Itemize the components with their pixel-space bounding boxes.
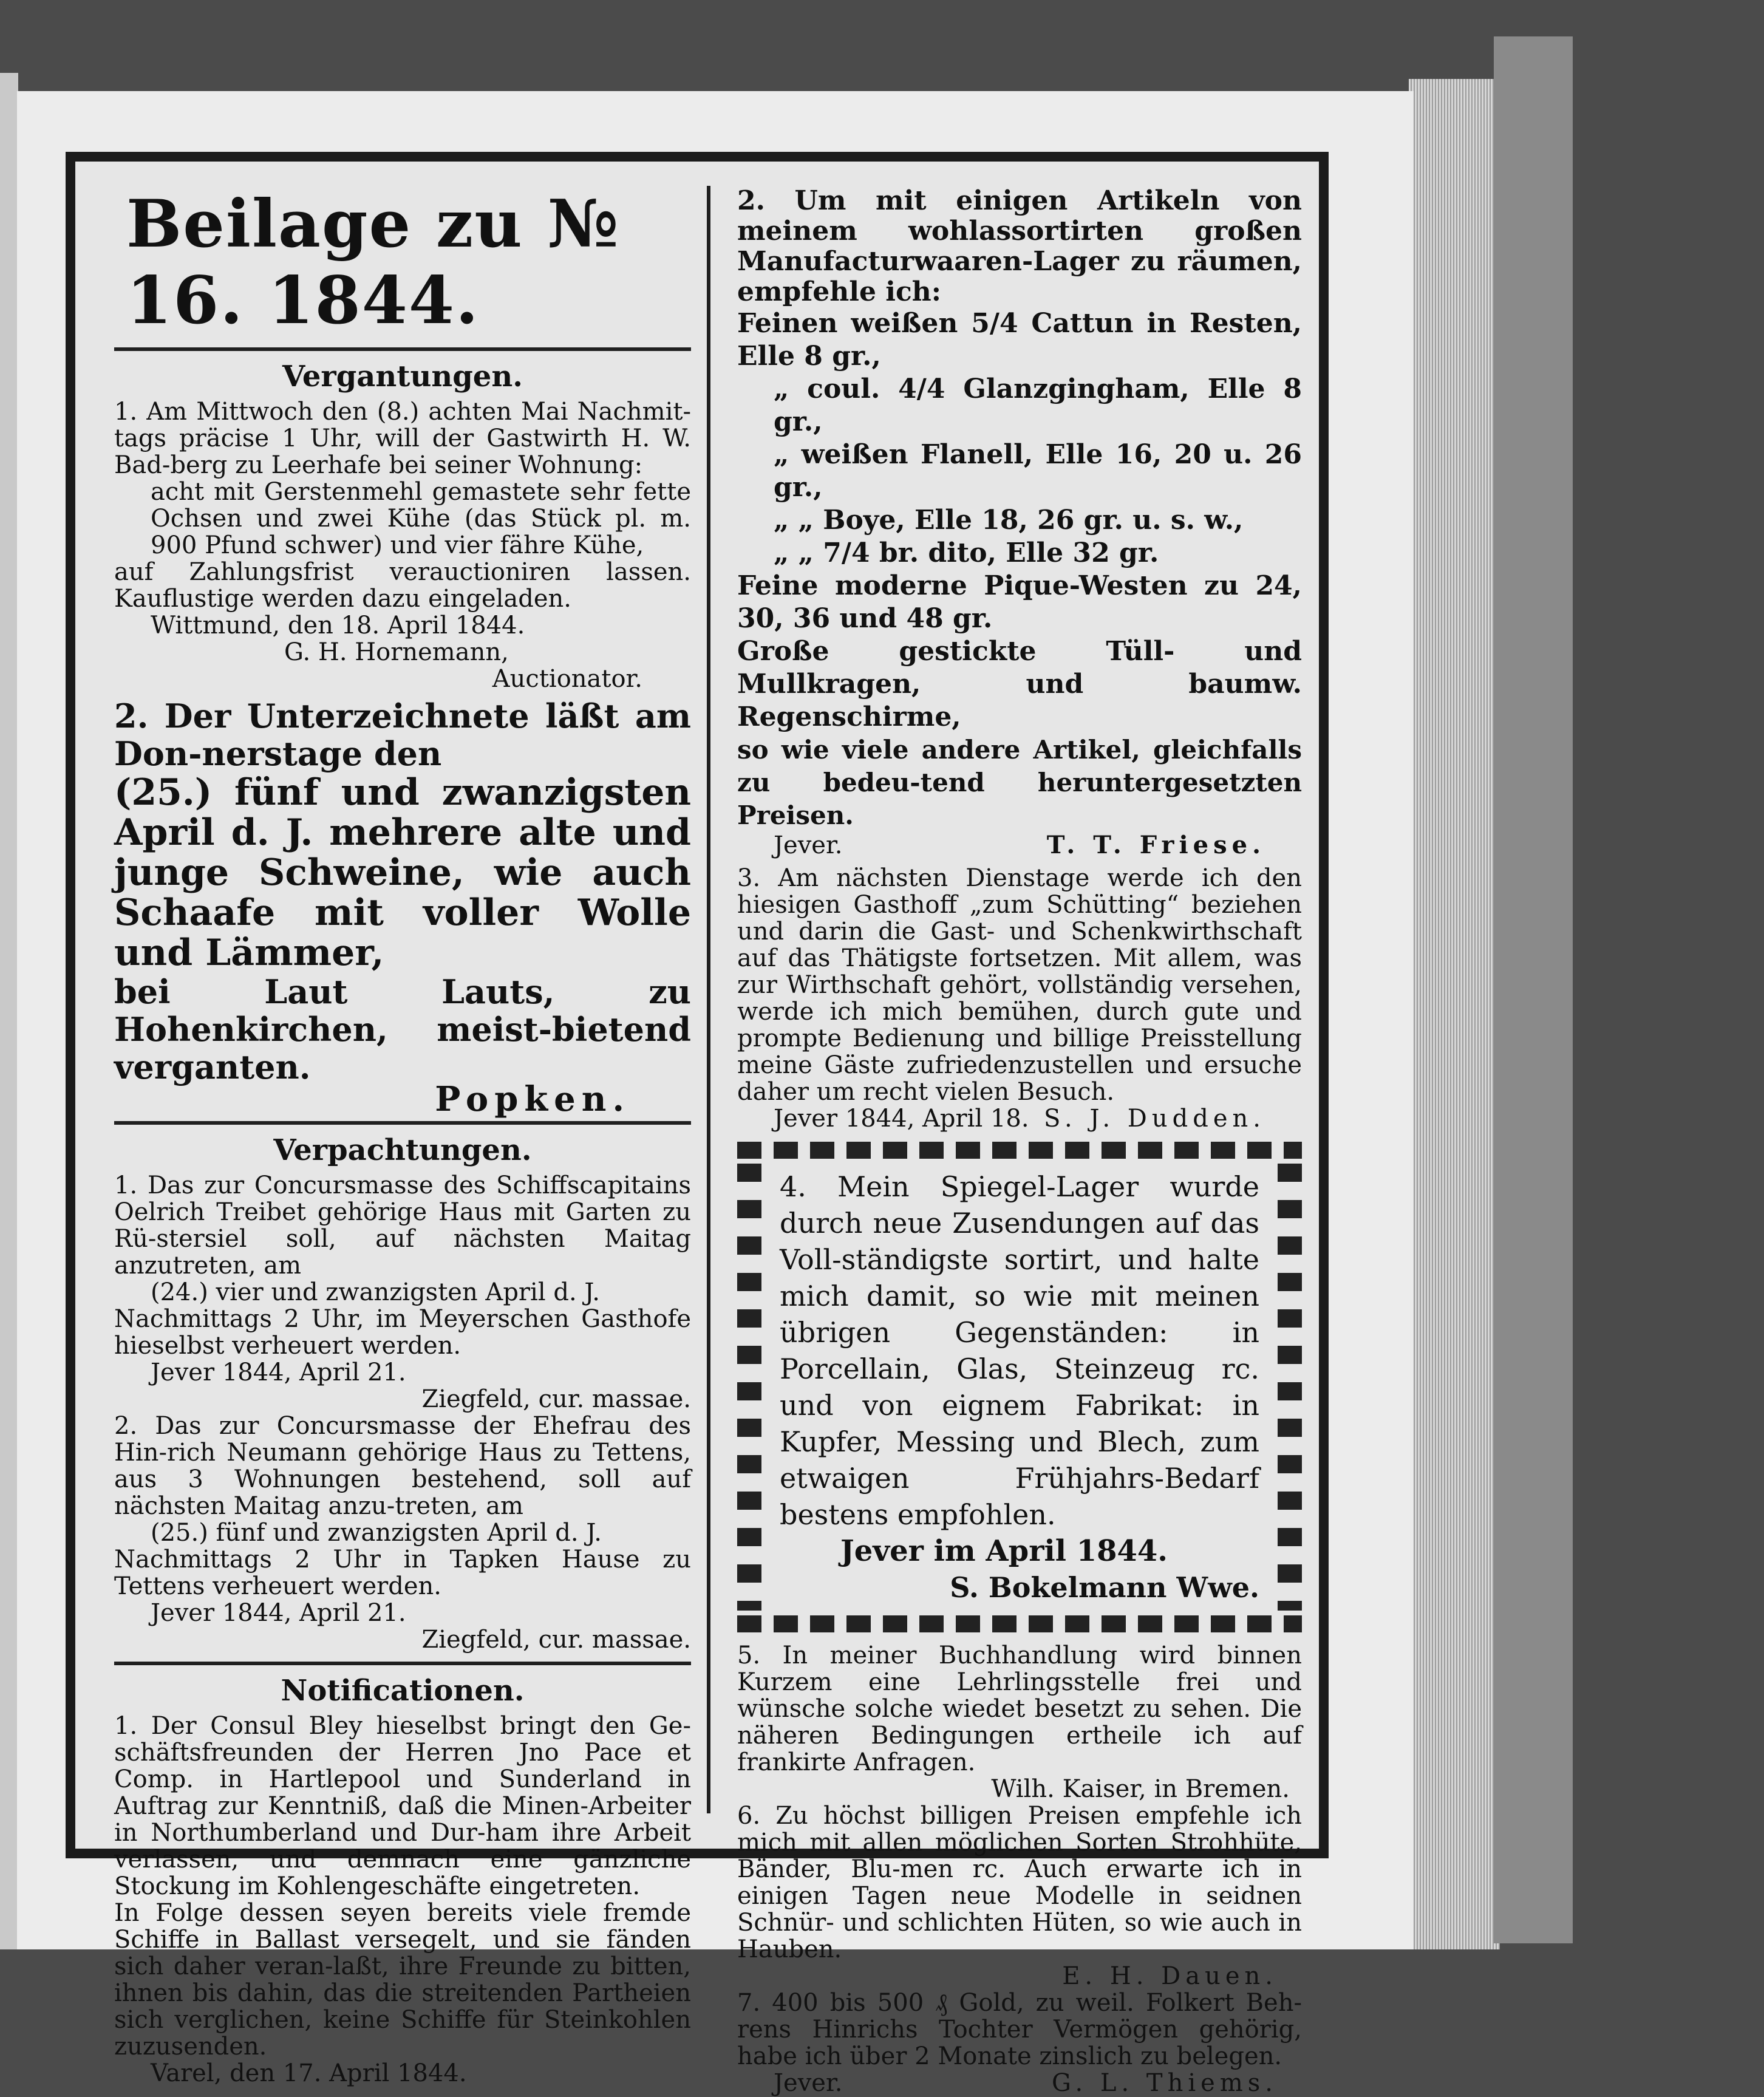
price-line: „ weißen Flanell, Elle 16, 20 u. 26 gr., [774, 439, 1302, 503]
notice-text: 1. Der Consul Bley hieselbst bringt den Ge-schäftsfreunden der Herren Jno Pace et Comp. in Hartlepool und Sunderland in Auftrag zur Kenntniß, daß die Minen-Arbeiter in Northumberland und Dur-ham ihre Arbeit verlassen, und demnach eine gänzliche Stockung im Kohlengeschäfte eingetreten. [114, 1712, 691, 1900]
notice-signature: Popken. [435, 1079, 630, 1119]
notice-signature: S. Bokelmann Wwe. [950, 1571, 1259, 1604]
price-line: Feine moderne Pique-Westen zu 24, 30, 36 und 48 gr. [737, 570, 1302, 634]
notice-signature: G. H. Hornemann, [284, 638, 509, 666]
notice-text: 1. Das zur Concursmasse des Schiffscapitains Oelrich Treibet gehörige Haus mit Garten zu Rü-stersiel soll, auf nächsten Maitag anzutreten, am [114, 1171, 691, 1280]
notice-place: Jever. [774, 831, 843, 859]
notice-date: Jever 1844, April 18. [774, 1105, 1029, 1133]
notice-text: Nachmittags 2 Uhr in Tapken Hause zu Tettens verheuert werden. [114, 1546, 691, 1600]
price-line: „ „ Boye, Elle 18, 26 gr. u. s. w., [774, 505, 1244, 536]
notice-text: 2. Der Unterzeichnete läßt am Don-nerstage den [114, 697, 691, 773]
book-left-edge [0, 73, 18, 1949]
ornament-border-left [737, 1164, 761, 1611]
notice-signature: G. L. Thiems. [1051, 2069, 1278, 2097]
notice-date: Wittmund, den 18. April 1844. [151, 612, 525, 639]
notice-text: 4. Mein Spiegel-Lager wurde durch neue Zusendungen auf das Voll-ständigste sortirt, und halte mich damit, so wie mit meinen übrigen Gegenständen: in Porcellain, Glas, Steinzeug rc. und von eignem Fabrikat: in Kupfer, Messing und Blech, zum etwaigen Frühjahrs-Bedarf bestens empfohlen. [780, 1170, 1259, 1531]
notice-date: Jever im April 1844. [840, 1534, 1168, 1568]
notice-place: Jever. [774, 2069, 843, 2097]
section-title-verpachtungen: Verpachtungen. [273, 1133, 532, 1167]
page [17, 91, 1414, 2097]
notice-signature: E. H. Dauen. [1062, 1962, 1278, 1990]
price-line: „ coul. 4/4 Glanzgingham, Elle 8 gr., [774, 373, 1302, 437]
notice-text: Nachmittags 2 Uhr, im Meyerschen Gasthofe hieselbst verheuert werden. [114, 1305, 691, 1360]
page-frame [66, 152, 1329, 2097]
notice-text: 2. Um mit einigen Artikeln von meinem wohlassortirten großen Manufacturwaaren-Lager zu räumen, empfehle ich: [737, 185, 1302, 307]
ornament-border-right [1278, 1164, 1302, 1611]
divider [114, 1662, 691, 1665]
notice-text: 2. Das zur Concursmasse der Ehefrau des Hin-rich Neumann gehörige Haus zu Tettens, aus 3 Wohnungen bestehend, soll auf nächsten Maitag anzu-treten, am [114, 1412, 691, 1520]
notice-text: (24.) vier und zwanzigsten April d. J. [151, 1278, 601, 1306]
right-column [737, 186, 1302, 2096]
notice-text: so wie viele andere Artikel, gleichfalls zu bedeu-tend heruntergesetzten Preisen. [737, 735, 1302, 830]
notice-signature: Ziegfeld, cur. massae. [421, 1385, 691, 1413]
advert-body [737, 1164, 1302, 1611]
notice-text: bei Laut Lauts, zu Hohenkirchen, meist-bietend verganten. [114, 972, 691, 1086]
notice-text: In Folge dessen seyen bereits viele fremde Schiffe in Ballast versegelt, und sie fänden sich daher veran-laßt, ihre Freunde zu bitten, ihnen bis dahin, das die streitenden Partheien sich verglichen, keine Schiffe für Steinkohlen zuzusenden. [114, 1899, 691, 2061]
notice-text: 6. Zu höchst billigen Preisen empfehle ich mich mit allen möglichen Sorten Strohhüte, Bänder, Blu-men rc. Auch erwarte ich in einigen Tagen neue Modelle in seidnen Schnür- und schlichten Hüten, so wie auch in Hauben. [737, 1802, 1302, 1963]
section-title-vergantungen: Vergantungen. [282, 360, 523, 394]
notice-signature: S. J. Dudden. [1044, 1105, 1265, 1133]
notice-text: auf Zahlungsfrist verauctioniren lassen. Kauflustige werden dazu eingeladen. [114, 558, 691, 613]
divider [114, 347, 691, 351]
notice-text: acht mit Gerstenmehl gemastete sehr fette Ochsen und zwei Kühe (das Stück pl. m. 900 Pfund schwer) und vier fähre Kühe, [151, 478, 691, 559]
price-line: Feinen weißen 5/4 Cattun in Resten, Elle 8 gr., [737, 308, 1302, 372]
column-divider [707, 186, 710, 1813]
notice-footer [737, 2070, 1302, 2096]
notice-text: 3. Am nächsten Dienstage werde ich den hiesigen Gasthoff „zum Schütting“ beziehen und darin die Gast- und Schenkwirthschaft auf das Thätigste fortsetzen. Mit allem, was zur Wirthschaft gehört, vollständig versehen, werde ich mich bemühen, durch gute und prompte Bedienung und billige Preisstellung meine Gäste zufriedenzustellen und ersuche daher um recht vielen Besuch. [737, 864, 1302, 1106]
notice-text: 1. Am Mittwoch den (8.) achten Mai Nachmit-tags präcise 1 Uhr, will der Gastwirth H. W. Bad-berg zu Leerhafe bei seiner Wohnung: [114, 398, 691, 479]
masthead: Beilage zu № 16. 1844. [126, 186, 620, 339]
notice-text-emphasis: (25.) fünf und zwanzigsten April d. J. mehrere alte und junge Schweine, wie auch Schaafe mit voller Wolle und Lämmer, [114, 771, 691, 974]
notice-signature-role: Auctionator. [492, 665, 642, 693]
divider [114, 1121, 691, 1125]
notice-signature: T. T. Friese. [1046, 831, 1265, 859]
notice-signature: Ziegfeld, cur. massae. [421, 1626, 691, 1654]
notice-signature: Wilh. Kaiser, in Bremen. [991, 1775, 1290, 1803]
notice-date: Varel, den 17. April 1844. [151, 2059, 467, 2087]
left-column [114, 186, 691, 2087]
notice-text: 7. 400 bis 500 ₰ Gold, zu weil. Folkert Beh-rens Hinrichs Tochter Vermögen gehörig, habe ich über 2 Monate zinslich zu belegen. [737, 1989, 1302, 2070]
notice-footer [737, 832, 1302, 859]
section-title-notificationen: Notificationen. [281, 1674, 525, 1708]
ornamented-advert [737, 1142, 1302, 1632]
price-line: „ „ 7/4 br. dito, Elle 32 gr. [774, 537, 1159, 568]
book-page-edges [1409, 79, 1500, 1949]
notice-date: Jever 1844, April 21. [151, 1599, 406, 1627]
notice-text: (25.) fünf und zwanzigsten April d. J. [151, 1519, 602, 1547]
notice-date: Jever 1844, April 21. [151, 1359, 406, 1386]
ornament-border-bottom [737, 1615, 1302, 1632]
book-cover [1494, 36, 1573, 1943]
notice-text: 5. In meiner Buchhandlung wird binnen Kurzem eine Lehrlingsstelle frei und wünsche solche wiedet besetzt zu sehen. Die näheren Bedingungen ertheile ich auf frankirte Anfragen. [737, 1642, 1302, 1776]
price-line: Große gestickte Tüll- und Mullkragen, und baumw. Regenschirme, [737, 636, 1302, 732]
notice-footer [737, 1105, 1302, 1132]
ornament-border-top [737, 1142, 1302, 1159]
